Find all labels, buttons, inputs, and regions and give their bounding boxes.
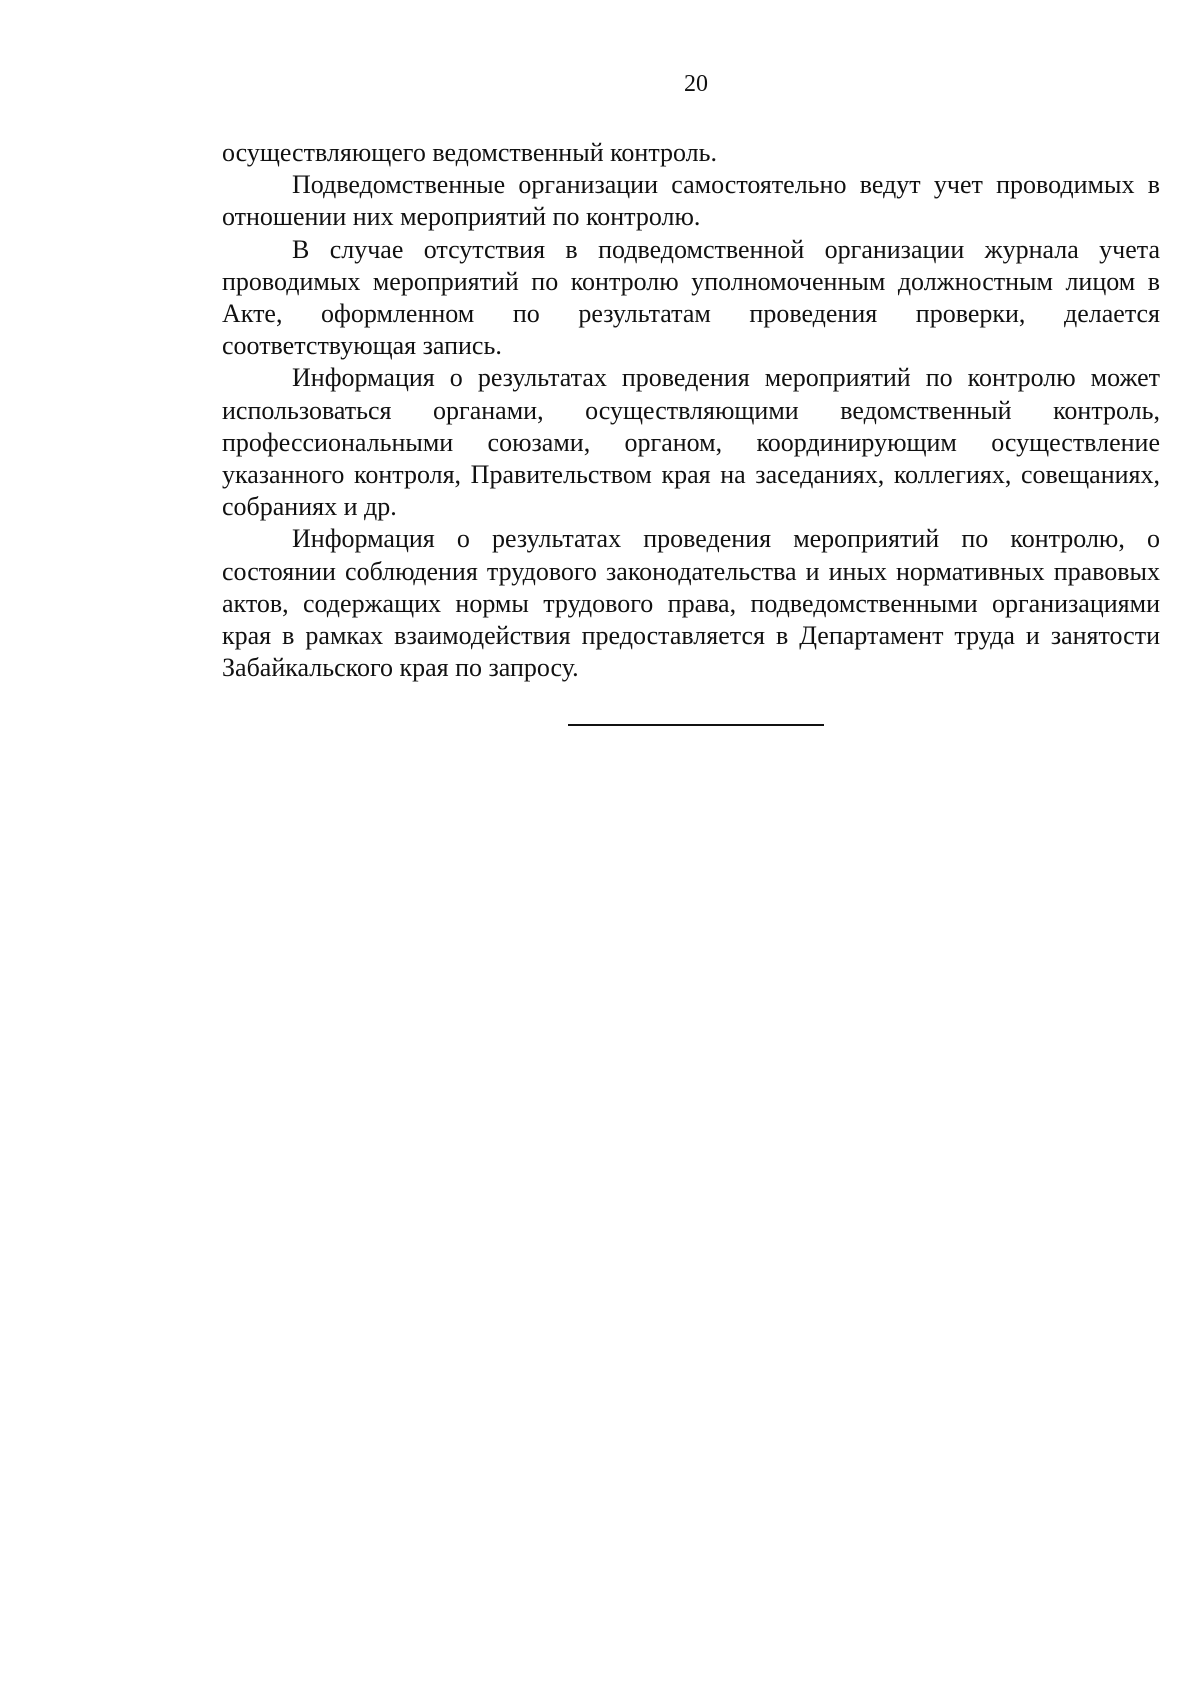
paragraph-information-provision: Информация о результатах проведения мероприятий по контролю, о состоянии соблюдения трудового законодательства и иных нормативных правовых актов, содержащих нормы трудового права, подведомственными организациями края в рамках взаимодействия предоставляется в Департамент труда и занятости Забайкальского края по запросу. [222,524,1160,683]
end-of-text-rule [568,724,824,726]
paragraph-continuation: осуществляющего ведомственный контроль. [222,138,718,167]
paragraph-information-use: Информация о результатах проведения мероприятий по контролю может использоваться органами, осуществляющими ведомственный контроль, профессиональными союзами, органом, координирующим осуществление указанного контроля, Правительством края на заседаниях, коллегиях, совещаниях, собраниях и др. [222,363,1160,522]
paragraph-record-keeping: Подведомственные организации самостоятельно ведут учет проводимых в отношении них мероприятий по контролю. [222,170,1160,232]
document-body [222,137,1160,684]
page-number: 20 [684,71,708,97]
paragraph-missing-journal: В случае отсутствия в подведомственной организации журнала учета проводимых мероприятий по контролю уполномоченным должностным лицом в Акте, оформленном по результатам проведения проверки, делается соответствующая запись. [222,234,1160,361]
